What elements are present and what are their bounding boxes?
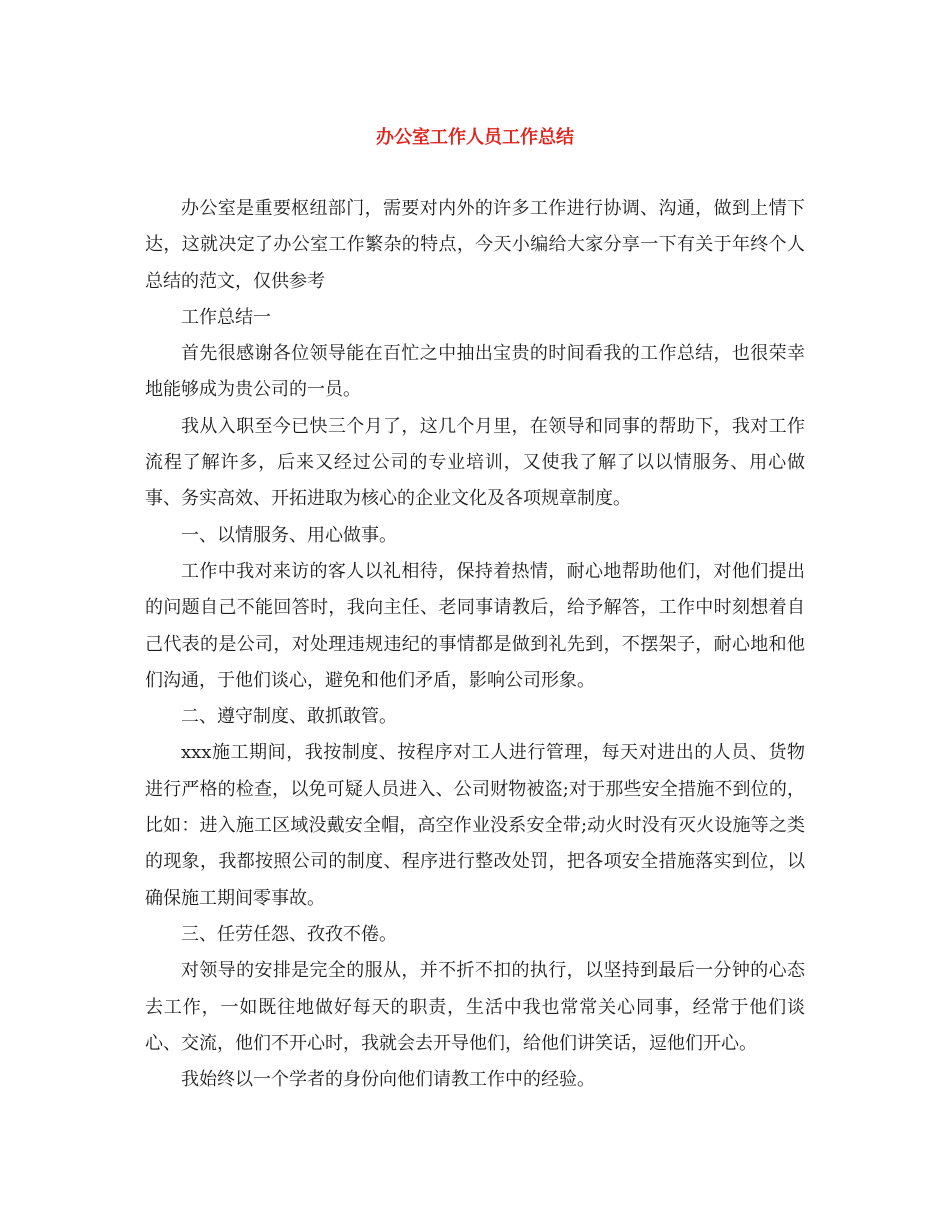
document-body [145, 191, 805, 1098]
paragraph-management: xxx施工期间，我按制度、按程序对工人进行管理，每天对进出的人员、货物进行严格的检查，以免可疑人员进入、公司财物被盗;对于那些安全措施不到位的，比如：进入施工区域没戴安全帽，高空作业没系安全带;动火时没有灭火设施等之类的现象，我都按照公司的制度、程序进行整改处罚，把各项安全措施落实到位，以确保施工期间零事故。 [145, 742, 805, 909]
section-heading-one: 一、以情服务、用心做事。 [181, 524, 397, 546]
section-heading-three: 三、任劳任怨、孜孜不倦。 [181, 923, 397, 945]
paragraph-diligence: 对领导的安排是完全的服从，并不折不扣的执行，以坚持到最后一分钟的心态去工作，一如既往地做好每天的职责，生活中我也常常关心同事，经常于他们谈心、交流，他们不开心时，我就会去开导他们，给他们讲笑话，逗他们开心。 [145, 960, 805, 1054]
section-heading-summary-one: 工作总结一 [181, 306, 271, 328]
paragraph-onboarding: 我从入职至今已快三个月了，这几个月里，在领导和同事的帮助下，我对工作流程了解许多，后来又经过公司的专业培训，又使我了解了以以情服务、用心做事、务实高效、开拓进取为核心的企业文化及各项规章制度。 [145, 415, 805, 510]
paragraph-thanks: 首先很感谢各位领导能在百忙之中抽出宝贵的时间看我的工作总结，也很荣幸地能够成为贵公司的一员。 [145, 343, 805, 401]
page-title: 办公室工作人员工作总结 [376, 127, 574, 148]
paragraph-intro: 办公室是重要枢纽部门，需要对内外的许多工作进行协调、沟通，做到上情下达，这就决定了办公室工作繁杂的特点，今天小编给大家分享一下有关于年终个人总结的范文，仅供参考 [145, 198, 805, 292]
paragraph-learning: 我始终以一个学者的身份向他们请教工作中的经验。 [181, 1069, 595, 1091]
section-heading-two: 二、遵守制度、敢抓敢管。 [181, 706, 397, 728]
paragraph-service: 工作中我对来访的客人以礼相待，保持着热情，耐心地帮助他们，对他们提出的问题自己不能回答时，我向主任、老同事请教后，给予解答，工作中时刻想着自己代表的是公司，对处理违规违纪的事情都是做到礼先到，不摆架子，耐心地和他们沟通，于他们谈心，避免和他们矛盾，影响公司形象。 [145, 560, 805, 691]
